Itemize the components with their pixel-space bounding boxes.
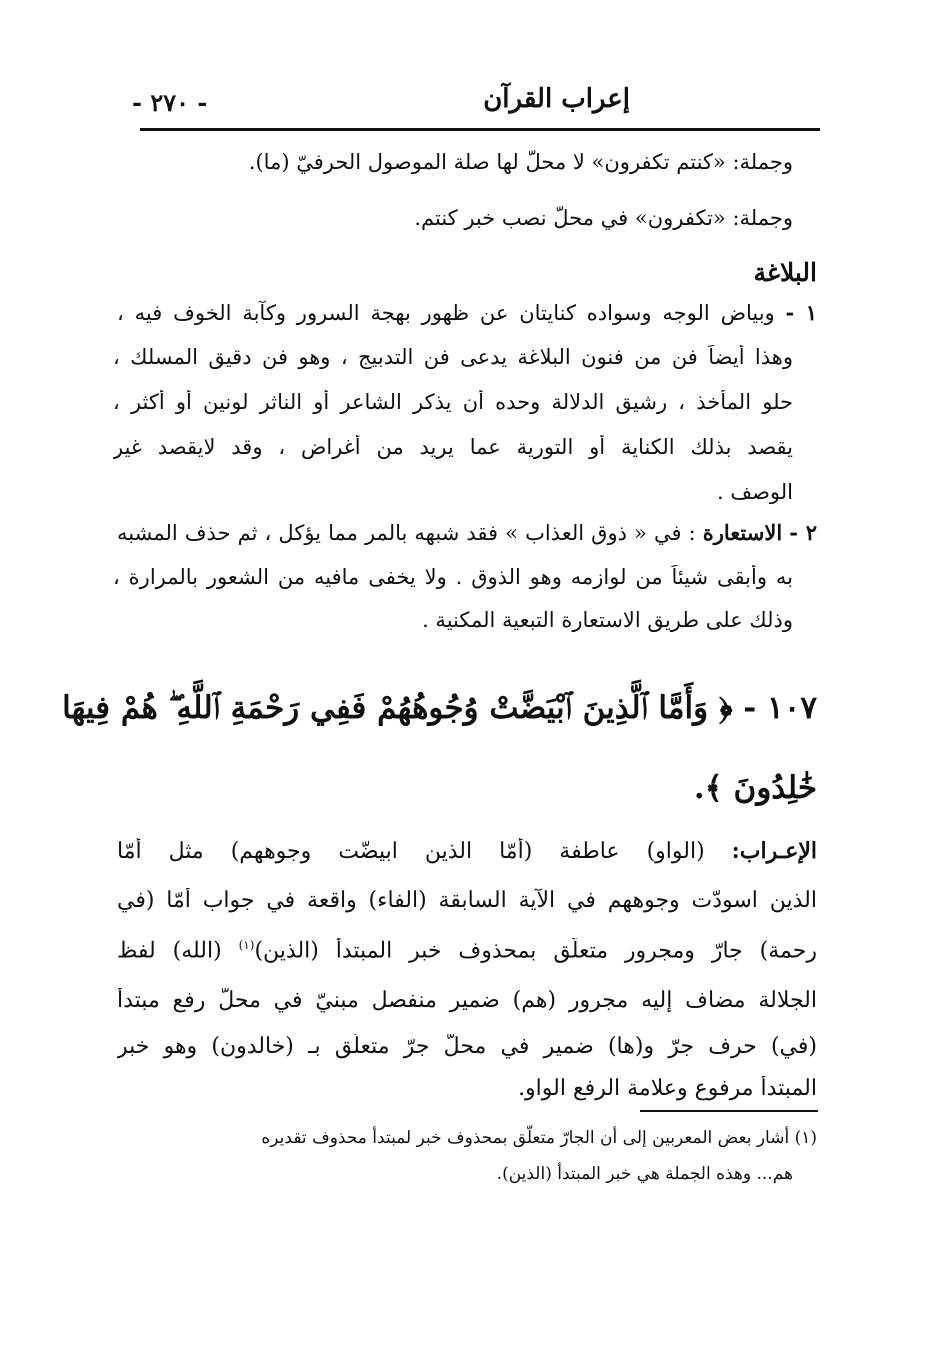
verse-text: ﴿ وَأَمَّا ٱلَّذِينَ ٱبْيَضَّتْ وُجُوهُهُمْ فَفِي رَحْمَةِ ٱللَّهِ ۖ هُمْ فِيهَا bbox=[62, 690, 733, 726]
irab-line-3 bbox=[117, 938, 817, 963]
footnote-line-1: (١) أشار بعض المعربين إلى أن الجارّ متعلّق بمحذوف خبر لمبتدأ محذوف تقديره bbox=[261, 1128, 817, 1148]
item-text: : في « ذوق العذاب » فقد شبهه بالمر مما يؤكل ، ثم حذف المشبه bbox=[117, 521, 696, 545]
footnote-line-2: هم... وهذه الجملة هي خبر المبتدأ (الذين). bbox=[496, 1164, 793, 1184]
irab-line-4: الجلالة مضاف إليه مجرور (هم) ضمير منفصل مبنيّ في محلّ رفع مبتدأ bbox=[117, 988, 817, 1013]
balagha-item2-line-2: به وأبقى شيئاً من لوازمه وهو الذوق . ولا يخفى مافيه من الشعور بالمرارة ، bbox=[113, 565, 793, 589]
page-header bbox=[132, 78, 820, 122]
irab-text: (الواو) عاطفة (أمّا الذين ابيضّت وجوههم) مثل أمّا bbox=[117, 839, 705, 864]
quran-verse-line-2: خَٰلِدُونَ ﴾. bbox=[693, 770, 817, 806]
irab-line-1 bbox=[117, 838, 817, 864]
footnote-ref[interactable]: (١) bbox=[238, 938, 255, 952]
balagha-item1-line-3: حلو المأخذ ، رشيق الدلالة وحده أن يذكر الشاعر أو الناثر لونين أو أكثر ، bbox=[113, 390, 793, 414]
irab-text: (الله) لفظ bbox=[117, 938, 222, 964]
quran-verse-line-1 bbox=[62, 668, 817, 748]
intro-line-2: وجملة: «تكفرون» في محلّ نصب خبر كنتم. bbox=[414, 206, 793, 230]
term-label: الاستعارة bbox=[702, 520, 783, 545]
irab-line-6: المبتدأ مرفوع وعلامة الرفع الواو. bbox=[518, 1076, 817, 1101]
book-title: إعراب القرآن bbox=[483, 84, 630, 114]
balagha-item2-line-3: وذلك على طريق الاستعارة التبعية المكنية . bbox=[422, 608, 793, 632]
balagha-item1-line-5: الوصف . bbox=[716, 480, 793, 504]
irab-label: الإعـراب: bbox=[731, 838, 817, 864]
balagha-item1-line-1 bbox=[117, 300, 817, 325]
footnote-divider bbox=[640, 1110, 818, 1112]
irab-text: رحمة) جارّ ومجرور متعلّق بمحذوف خبر المبتدأ (الذين) bbox=[254, 938, 817, 964]
item-number: ١ - bbox=[785, 300, 817, 325]
section-heading-balagha: البلاغة bbox=[753, 258, 817, 287]
balagha-item2-line-1 bbox=[117, 520, 817, 545]
item-text: وبياض الوجه وسواده كنايتان عن ظهور بهجة السرور وكآبة الخوف فيه ، bbox=[117, 301, 775, 325]
verse-number: ١٠٧ - bbox=[743, 690, 817, 726]
page-number: - ٢٧٠ - bbox=[132, 88, 208, 117]
intro-line-1: وجملة: «كنتم تكفرون» لا محلّ لها صلة الموصول الحرفيّ (ما). bbox=[248, 150, 793, 174]
item-number: ٢ - bbox=[789, 520, 817, 545]
irab-line-2: الذين اسودّت وجوههم في الآية السابقة (الفاء) واقعة في جواب أمّا (في bbox=[117, 888, 817, 913]
balagha-item1-line-2: وهذا أيضاً فن من فنون البلاغة يدعى فن التدبيج ، وهو فن دقيق المسلك ، bbox=[113, 345, 793, 369]
balagha-item1-line-4: يقصد بذلك الكناية أو التورية عما يريد من أغراض ، وقد لايقصد غير bbox=[113, 435, 793, 459]
irab-line-5: (في) حرف جرّ و(ها) ضمير في محلّ جرّ متعلّق بـ (خالدون) وهو خبر bbox=[117, 1034, 817, 1059]
header-divider bbox=[140, 128, 820, 131]
